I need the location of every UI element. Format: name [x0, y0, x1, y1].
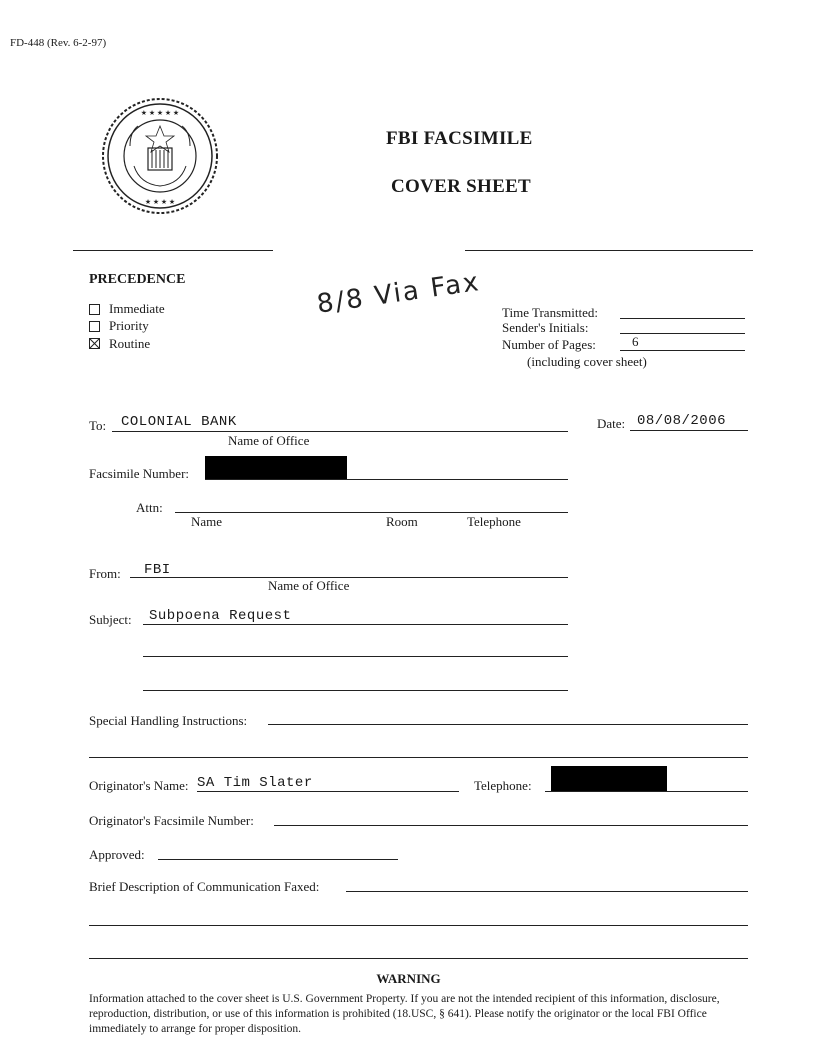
- from-value: FBI: [144, 562, 171, 578]
- attn-label: Attn:: [136, 500, 163, 515]
- brief-description-line-2[interactable]: [89, 925, 748, 926]
- time-transmitted-line[interactable]: [620, 318, 745, 319]
- attn-telephone-label: Telephone: [467, 514, 521, 529]
- to-value: COLONIAL BANK: [121, 414, 237, 430]
- originator-fax-line[interactable]: [274, 825, 748, 826]
- special-handling-line-1[interactable]: [268, 724, 748, 725]
- subject-value: Subpoena Request: [149, 608, 292, 624]
- approved-line[interactable]: [158, 859, 398, 860]
- fax-number-label: Facsimile Number:: [89, 466, 190, 481]
- subject-line-2[interactable]: [143, 656, 568, 657]
- date-line[interactable]: [630, 430, 748, 431]
- subject-label: Subject:: [89, 612, 132, 627]
- number-of-pages-line[interactable]: [620, 350, 745, 351]
- title-line-2: COVER SHEET: [391, 176, 532, 197]
- attn-room-label: Room: [386, 514, 418, 529]
- originator-name-value: SA Tim Slater: [197, 775, 313, 791]
- originator-name-line[interactable]: [197, 791, 459, 792]
- fax-number-line[interactable]: [205, 479, 568, 480]
- subject-line-3[interactable]: [143, 690, 568, 691]
- form-id: FD-448 (Rev. 6-2-97): [10, 37, 107, 49]
- attn-line[interactable]: [175, 512, 568, 513]
- attn-name-label: Name: [191, 514, 223, 529]
- special-handling-line-2[interactable]: [89, 757, 748, 758]
- label-priority: Priority: [109, 318, 149, 333]
- brief-description-line-3[interactable]: [89, 958, 748, 959]
- warning-text: Information attached to the cover sheet is U.S. Government Property. If you are not the intended recipient of this information, disclosure, reproduction, distribution, or use of this information is prohibited (18.USC, § 641). Please notify the originator or the local FBI Office immediately to arrange for proper disposition.: [89, 993, 720, 1035]
- subject-line-1[interactable]: [143, 624, 568, 625]
- originator-fax-label: Originator's Facsimile Number:: [89, 813, 254, 828]
- special-handling-label: Special Handling Instructions:: [89, 713, 248, 728]
- precedence-heading: PRECEDENCE: [89, 272, 186, 287]
- originator-telephone-label: Telephone:: [474, 778, 532, 793]
- originator-name-label: Originator's Name:: [89, 778, 189, 793]
- from-label: From:: [89, 566, 121, 581]
- approved-label: Approved:: [89, 847, 145, 862]
- pages-note: (including cover sheet): [527, 354, 647, 369]
- warning-heading: WARNING: [376, 971, 441, 986]
- from-sublabel: Name of Office: [268, 578, 350, 593]
- to-line[interactable]: [112, 431, 568, 432]
- date-label: Date:: [597, 416, 626, 431]
- svg-text:★ ★ ★ ★: ★ ★ ★ ★: [144, 198, 176, 206]
- redacted-fax-number: [205, 456, 347, 480]
- redacted-telephone: [551, 766, 667, 792]
- to-label: To:: [89, 418, 107, 433]
- checkbox-immediate[interactable]: [89, 304, 100, 315]
- title-line-1: FBI FACSIMILE: [386, 128, 533, 149]
- label-immediate: Immediate: [109, 301, 165, 316]
- senders-initials-label: Sender's Initials:: [502, 320, 589, 335]
- checkbox-priority[interactable]: [89, 321, 100, 332]
- number-of-pages-value: 6: [632, 334, 639, 349]
- top-rule-right: [465, 250, 753, 251]
- number-of-pages-label: Number of Pages:: [502, 337, 596, 352]
- handwritten-note: 8/8 Via Fax: [315, 267, 483, 320]
- label-routine: Routine: [109, 336, 151, 351]
- checkbox-routine[interactable]: [89, 338, 100, 349]
- date-value: 08/08/2006: [637, 413, 727, 429]
- svg-text:★ ★ ★ ★ ★: ★ ★ ★ ★ ★: [140, 109, 180, 117]
- originator-telephone-line[interactable]: [545, 791, 748, 792]
- fbi-seal-icon: [100, 96, 220, 216]
- brief-description-label: Brief Description of Communication Faxed:: [89, 879, 320, 894]
- top-rule-left: [73, 250, 273, 251]
- brief-description-line-1[interactable]: [346, 891, 748, 892]
- time-transmitted-label: Time Transmitted:: [502, 305, 598, 320]
- to-sublabel: Name of Office: [228, 433, 310, 448]
